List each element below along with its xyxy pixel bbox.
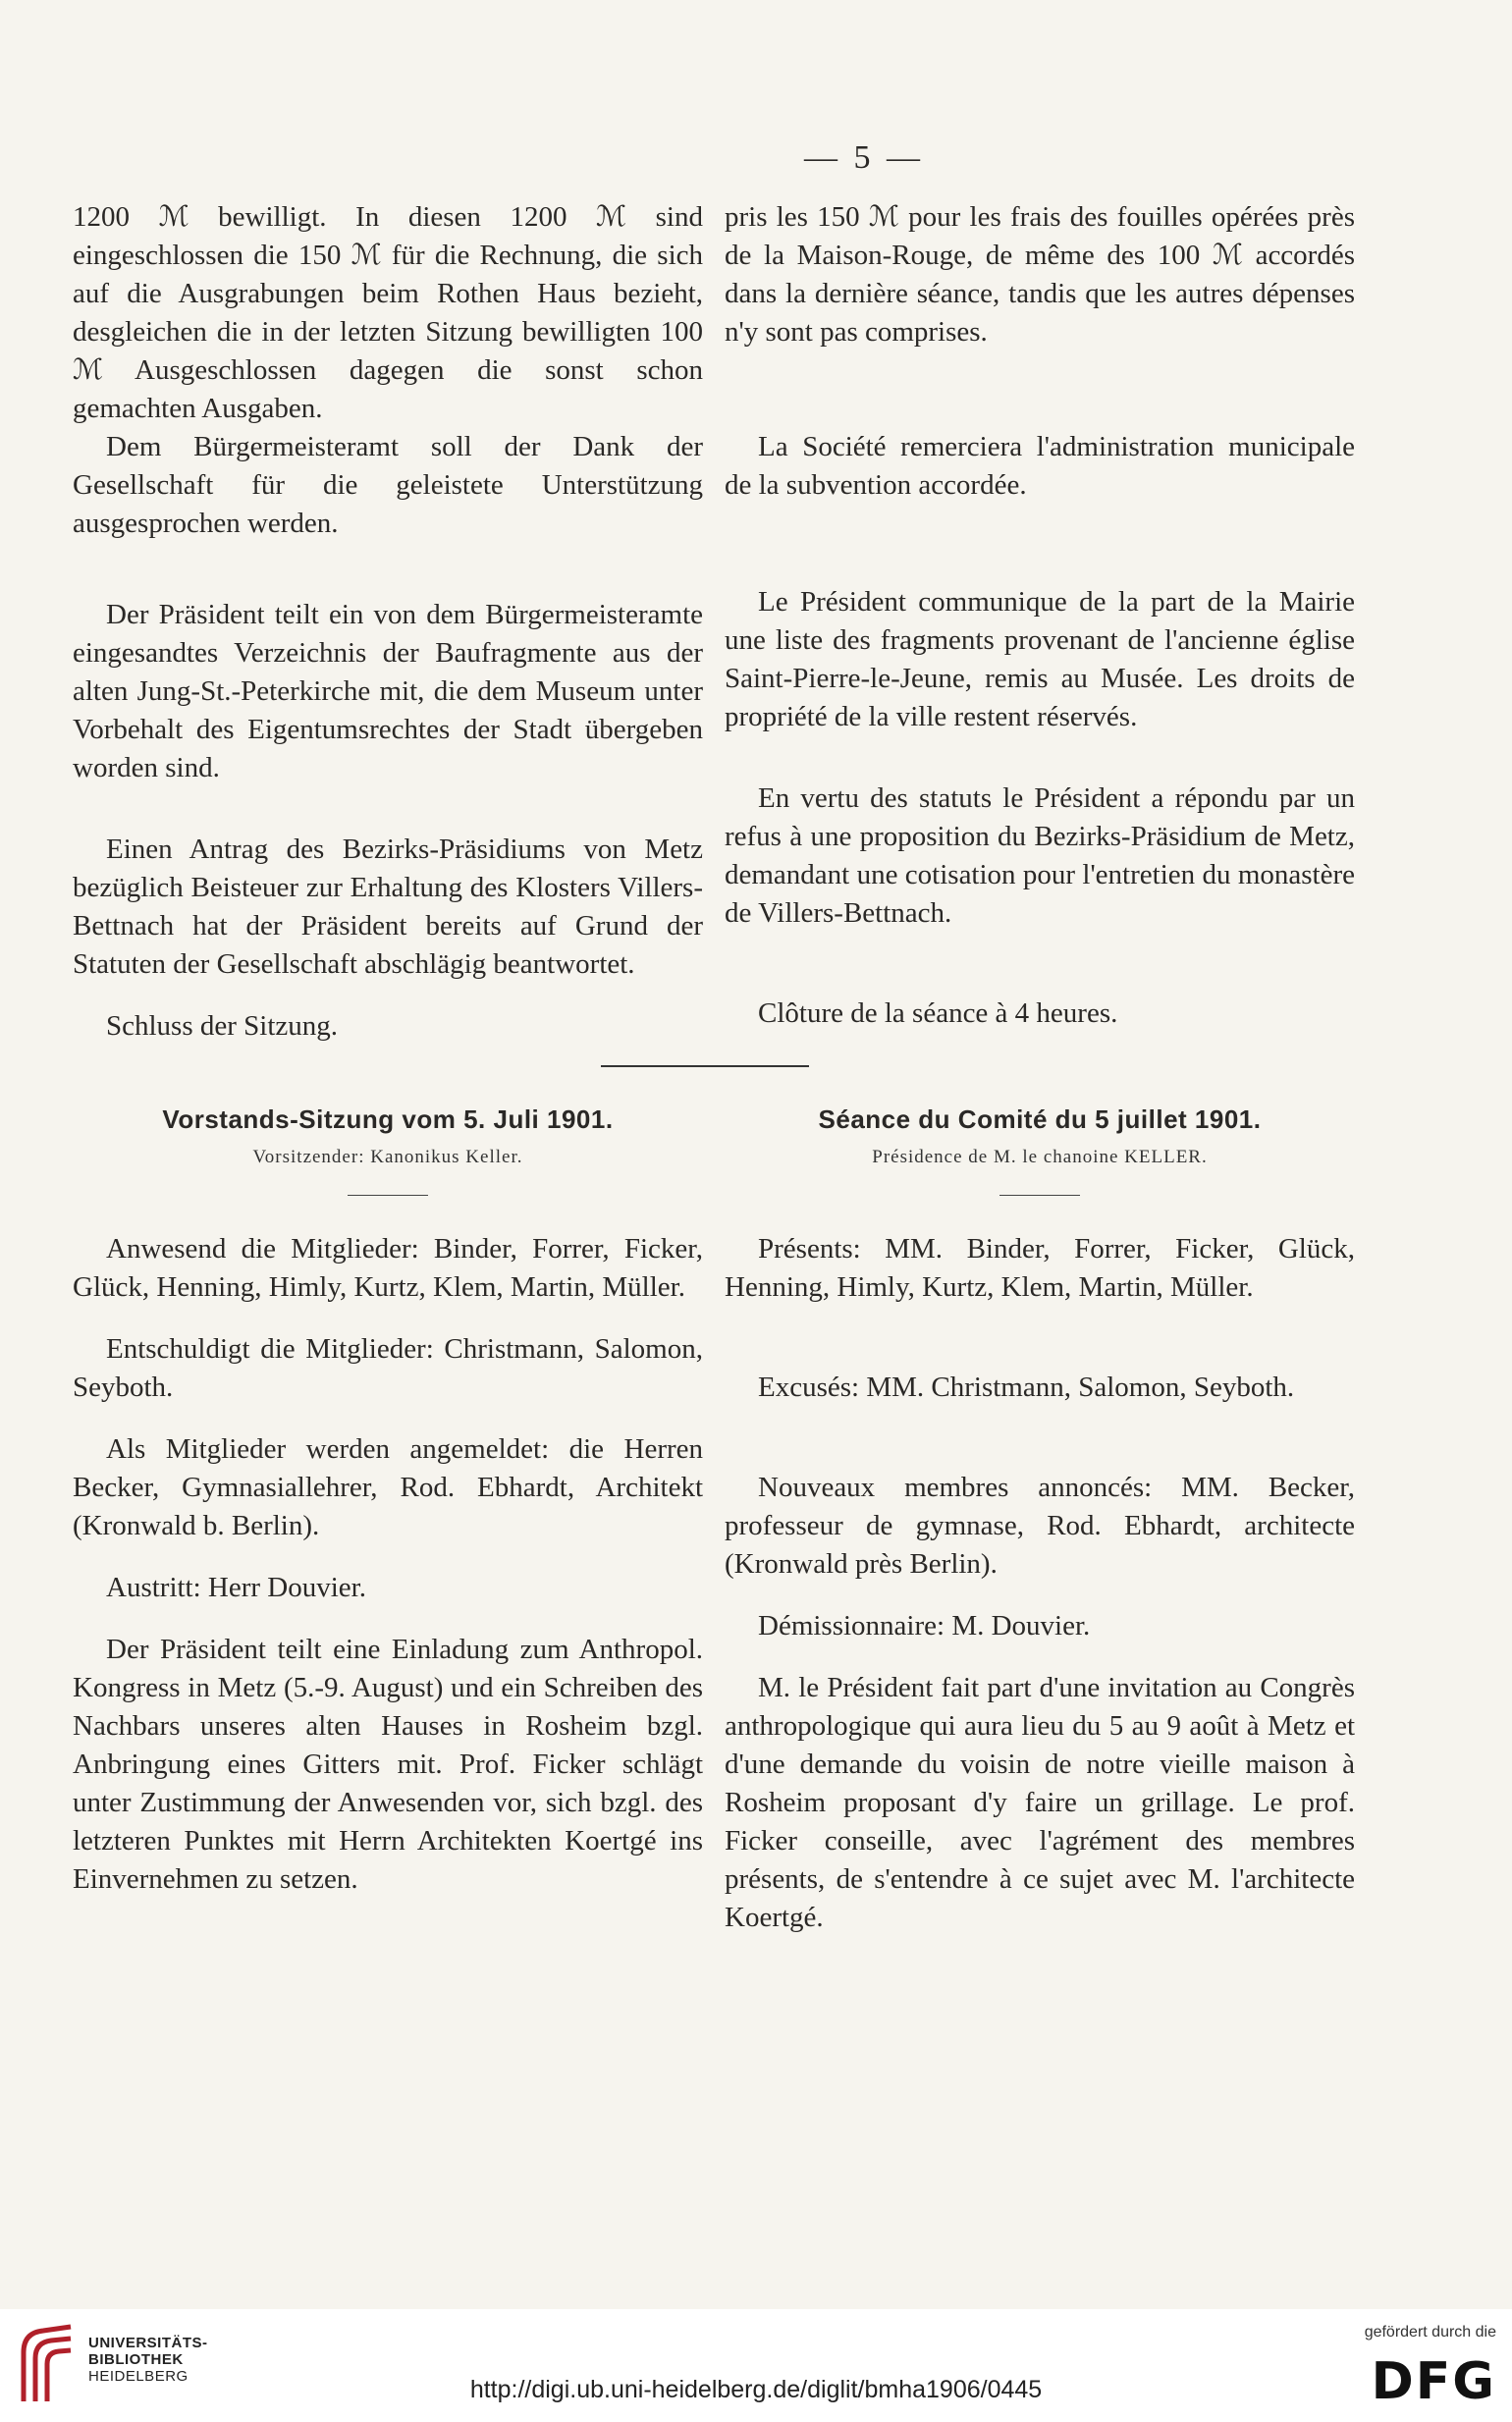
- paragraph: Anwesend die Mitglieder: Binder, Forrer, Ficker, Glück, Henning, Himly, Kurtz, Klem, Martin, Müller.: [73, 1233, 703, 1303]
- paragraph: Einen Antrag des Bezirks-Präsidiums von Metz bezüglich Beisteuer zur Erhaltung des Klosters Villers-Bettnach hat der Präsident bereits auf Grund der Statuten der Gesellschaft abschlägig beantwortet.: [73, 834, 703, 980]
- document-url-link[interactable]: http://digi.ub.uni-heidelberg.de/diglit/bmha1906/0445: [469, 2376, 1043, 2403]
- page-number: — 5 —: [804, 139, 924, 176]
- paragraph: Entschuldigt die Mitglieder: Christmann, Salomon, Seyboth.: [73, 1333, 703, 1403]
- funded-by-label: gefördert durch die: [1364, 2324, 1496, 2341]
- section-divider: [601, 1065, 809, 1067]
- paragraph: Der Präsident teilt eine Einladung zum Anthropol. Kongress in Metz (5.-9. August) und ein Schreiben des Nachbars unseres alten Hauses in Rosheim bzgl. Anbringung eines Gitters mit. Prof. Ficker schlägt unter Zustimmung der Anwesenden vor, sich bzgl. des letzteren Punktes mit Herrn Architekten Koertgé ins Einvernehmen zu setzen.: [73, 1634, 703, 1895]
- right-section-subheading: Présidence de M. le chanoine KELLER.: [872, 1147, 1208, 1167]
- paragraph: Schluss der Sitzung.: [106, 1010, 339, 1042]
- paragraph: Der Präsident teilt ein von dem Bürgermeisteramte eingesandtes Verzeichnis der Baufragmente aus der alten Jung-St.-Peterkirche mit, die dem Museum unter Vorbehalt des Eigentumsrechtes der Stadt übergeben worden sind.: [73, 599, 703, 783]
- paragraph: Als Mitglieder werden angemeldet: die Herren Becker, Gymnasiallehrer, Rod. Ebhardt, Architekt (Kronwald b. Berlin).: [73, 1433, 703, 1541]
- paragraph: Dem Bürgermeisteramt soll der Dank der Gesellschaft für die geleistete Unterstützung ausgesprochen werden.: [73, 431, 703, 539]
- footer: [0, 2309, 1512, 2422]
- paragraph: Nouveaux membres annoncés: MM. Becker, professeur de gymnase, Rod. Ebhardt, architecte (Kronwald près Berlin).: [725, 1472, 1355, 1580]
- paragraph: Démissionnaire: M. Douvier.: [758, 1610, 1091, 1642]
- paragraph: Austritt: Herr Douvier.: [106, 1572, 366, 1603]
- library-name: UNIVERSITÄTS- BIBLIOTHEK HEIDELBERG: [88, 2335, 208, 2385]
- right-heading-rule: [999, 1195, 1080, 1196]
- paragraph: Le Président communique de la part de la Mairie une liste des fragments provenant de l'ancienne église Saint-Pierre-le-Jeune, remis au Musée. Les droits de propriété de la ville restent réservés.: [725, 586, 1355, 732]
- right-column-top: [725, 198, 1355, 1033]
- paragraph: Présents: MM. Binder, Forrer, Ficker, Glück, Henning, Himly, Kurtz, Klem, Martin, Müller.: [725, 1233, 1355, 1303]
- left-column-bottom: [73, 1230, 703, 1899]
- paragraph: M. le Président fait part d'une invitation au Congrès anthropologique qui aura lieu du 5 au 9 août à Metz et d'une demande du voisin de notre vieille maison à Rosheim proposant d'y faire un grillage. Le prof. Ficker conseille, avec l'agrément des membres présents, de s'entendre à ce sujet avec M. l'architecte Koertgé.: [725, 1672, 1355, 1933]
- right-column-bottom: [725, 1230, 1355, 1937]
- paragraph: En vertu des statuts le Président a répondu par un refus à une proposition du Bezirks-Präsidium de Metz, demandant une cotisation pour l'entretien du monastère de Villers-Bettnach.: [725, 782, 1355, 929]
- paragraph: La Société remerciera l'administration municipale de la subvention accordée.: [725, 431, 1355, 501]
- paragraph: 1200 ℳ bewilligt. In diesen 1200 ℳ sind eingeschlossen die 150 ℳ für die Rechnung, die sich auf die Ausgrabungen beim Rothen Haus bezieht, desgleichen die in der letzten Sitzung bewilligten 100 ℳ Ausgeschlossen dagegen die sonst schon gemachten Ausgaben.: [73, 201, 703, 424]
- right-section-heading: Séance du Comité du 5 juillet 1901.: [818, 1104, 1262, 1134]
- paragraph: pris les 150 ℳ pour les frais des fouilles opérées près de la Maison-Rouge, de même des 100 ℳ accordés dans la dernière séance, tandis que les autres dépenses n'y sont pas comprises.: [725, 201, 1355, 348]
- dfg-logo: DFG: [1371, 2352, 1496, 2411]
- paragraph: Excusés: MM. Christmann, Salomon, Seyboth.: [758, 1372, 1295, 1403]
- left-column-top: [73, 198, 703, 1046]
- left-section-subheading: Vorsitzender: Kanonikus Keller.: [252, 1147, 523, 1167]
- paragraph: Clôture de la séance à 4 heures.: [758, 997, 1118, 1029]
- left-heading-rule: [348, 1195, 428, 1196]
- left-section-heading: Vorstands-Sitzung vom 5. Juli 1901.: [162, 1104, 614, 1134]
